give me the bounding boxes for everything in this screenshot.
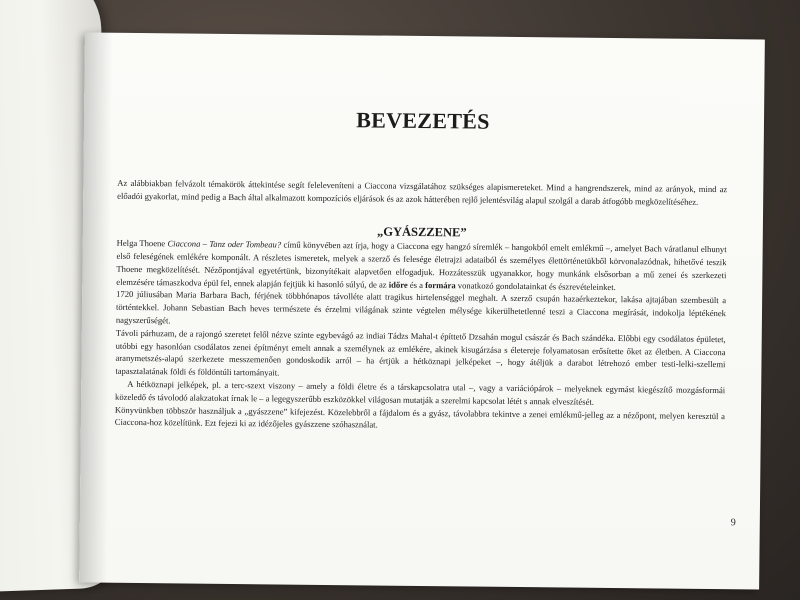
gutter-shadow bbox=[79, 32, 113, 582]
book-title-italic: Ciaccona – Tanz oder Tombeau? bbox=[167, 238, 282, 250]
paragraph-3: Távoli párhuzam, de a rajongó szeretet felől nézve szinte egybevágó az indiai Tádzs Mahal-t építtető Dzsahán mogul császár és Bach szándéka. Előbbi egy csodálatos épületet, utóbbi egy hasonlóan csodálatos zenei építményt emelt annak a személynek az emlékére, akinek kisugárzása s életereje folyamatosan erősítette őket az életben. A Ciaccona aranymetszés-alapú szerkezete messzemenően gondoskodik arról – ha értjük a hétköznapi jelképeket –, hogy átéljük a darabot létrehozó ember testi-lelki-szellemi tapasztalatának földi és földöntúli tartományait. bbox=[115, 327, 726, 378]
intro-paragraph: Az alábbiakban felvázolt témakörök áttekintése segít feleleveníteni a Ciaccona vizsgálatához szükséges alapismereteket. Mind a hangrendszerek, mind az arányok, mind az előadói gyakorlat, mind pedig a Bach által alkalmazott kompozíciós eljárások és az azok hátterében rejlő jelentésvilág alapul szolgál a darab átfogóbb megközelítéséhez. bbox=[117, 177, 728, 207]
paragraph-5: Könyvünkben többször használjuk a „gyászzene” kifejezést. Közelebbről a fájdalom és a gyász, távolabbra tekintve a zenei emlékmű-jelleg az a nézőpont, melyen keresztül a Ciaccona-hoz közelítünk. Ezt fejezi ki az idézőjeles gyászzene szóhasználat. bbox=[114, 404, 725, 430]
page-number: 9 bbox=[730, 517, 736, 529]
section-heading: „GYÁSZZENE” bbox=[376, 224, 467, 240]
book-page bbox=[79, 32, 765, 589]
paragraph-1-part-c: és a bbox=[407, 279, 426, 290]
page-content bbox=[115, 33, 729, 436]
page-title: BEVEZETÉS bbox=[356, 107, 490, 134]
bold-term-time: időre bbox=[388, 279, 408, 290]
paragraph-2: 1720 júliusában Maria Barbara Bach, férjének többhónapos távolléte alatt tragikus hirtelenséggel meghalt. A szerző csupán hazaérkeztekor, lakása ajtajában szembesült a történtekkel. Johann Sebastian Bach heves természete és érzelmi világának szinte végtelen mélysége kikerülhetetlenné teszi a Ciaccona megírását, indokolja léptékének nagyszerűségét. bbox=[115, 289, 727, 326]
paragraph-1 bbox=[116, 237, 727, 295]
paragraph-1-part-d: vonatkozó gondolatainkat és észrevételeinket. bbox=[455, 279, 616, 292]
paragraph-1-part-b: című könyvében azt írja, hogy a Ciaccona egy hangzó síremlék – hangokból emelt emlékmű –, amelyet Bach váratlanul elhunyt első feleségének emlékére komponált. A részletes ismeretek, melyek a szerző és felesége életrajzi adataiból és személyes élettörténetükből körvonalazódnak, hihetővé teszik Thoene megközelítését. Nézőpontjával egyetértünk, bizonyítékait alapvetően elfogadjuk. Hozzátesszük ugyanakkor, hogy munkánk elsősorban a mű zenei és szerkezeti elemzésére támaszkodva épül fel, ennek alapján fejtjük ki hasonló súlyú, de az bbox=[116, 239, 727, 290]
bold-term-form: formára bbox=[425, 279, 456, 290]
paragraph-1-part-a: Helga Thoene bbox=[116, 237, 168, 249]
paragraph-4: A hétköznapi jelképek, pl. a terc-szext viszony – amely a földi életre és a társkapcsolatra utal –, vagy a variációpárok – melyeknek egymást kiegészítő mozgásformái közeledő és távolodó alakzatokat írnak le – a legegyszerűbb eszközökkel világosan mutatják a szerelmi kapcsolat létét s annak elveszítését. bbox=[115, 378, 726, 407]
